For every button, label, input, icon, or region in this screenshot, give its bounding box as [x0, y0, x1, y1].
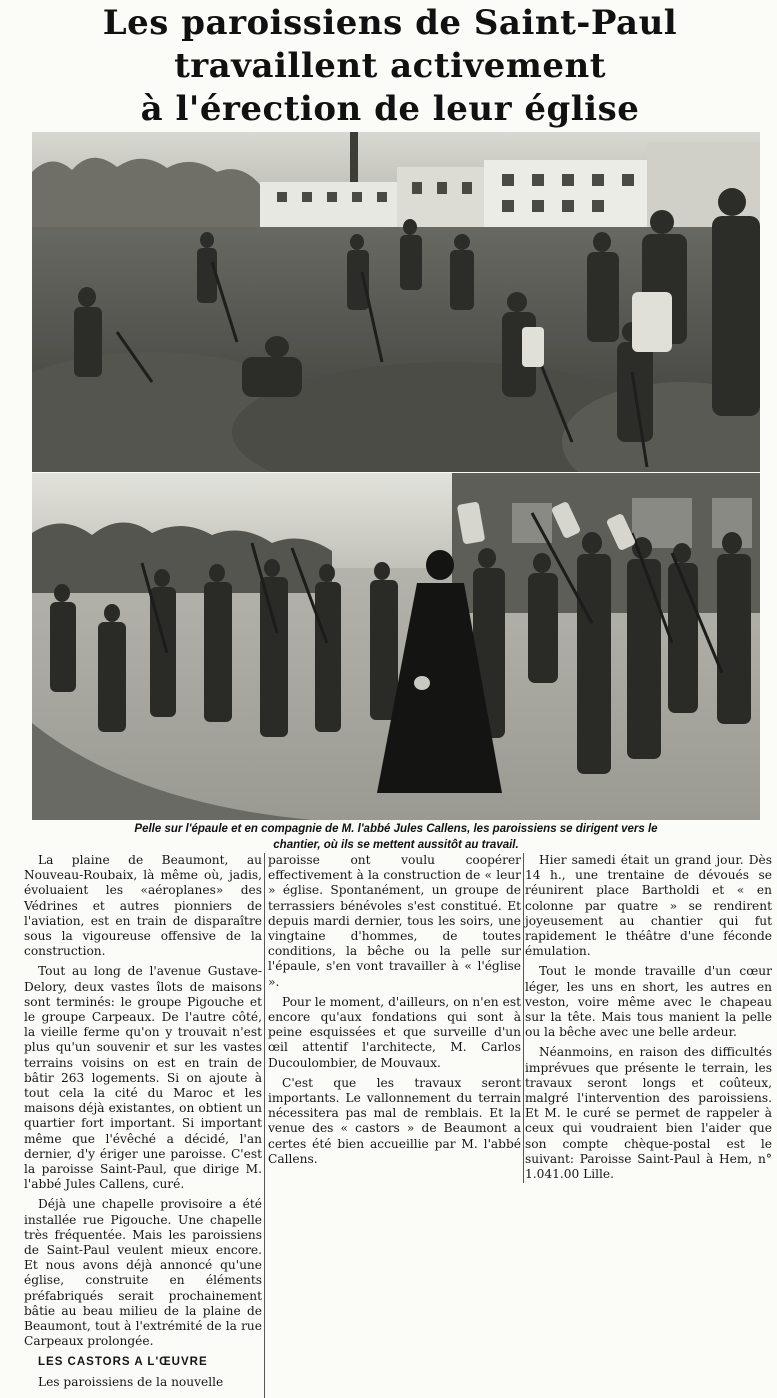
col2-paragraph-3: C'est que les travaux seront importants. Le vallonnement du terrain nécessitera pas mal de remblais. Et la venue des « castors » de Beaumont a certes été bien accueillie par M. l'abbé Callens.	[268, 1075, 521, 1166]
column-rule-1	[264, 853, 265, 1398]
photo-workers-digging-image	[32, 132, 760, 472]
caption-line-1: Pelle sur l'épaule et en compagnie de M. l'abbé Jules Callens, les paroissiens se dirigent vers le	[134, 823, 658, 835]
article-column-3	[525, 853, 772, 1183]
photo-caption	[40, 821, 752, 853]
caption-line-2: chantier, où ils se mettent aussitôt au travail.	[273, 839, 519, 851]
col3-paragraph-3: Néanmoins, en raison des difficultés imprévues que présente le terrain, les travaux seront longs et coûteux, malgré l'intervention des paroissiens. Et M. le curé se permet de rappeler à ceux qui voudraient bien l'aider que son compte chèque-postal est le suivant: Paroisse Saint-Paul à Hem, n° 1.041.00 Lille.	[525, 1045, 772, 1182]
photo-procession-with-shovels	[32, 473, 760, 820]
col3-paragraph-1: Hier samedi était un grand jour. Dès 14 h., une trentaine de dévoués se réunirent place Bartholdi et « en colonne par quatre » se rendirent joyeusement au chantier qui fut rapidement le théâtre d'une féconde émulation.	[525, 853, 772, 959]
column-rule-2	[523, 853, 524, 1183]
photo-workers-digging	[32, 132, 760, 472]
subheading-castors: LES CASTORS A L'ŒUVRE	[38, 1355, 208, 1368]
col1-paragraph-4: Les paroissiens de la nouvelle	[38, 1374, 224, 1389]
headline-line-3: à l'érection de leur église	[140, 89, 640, 129]
photo-procession-image	[32, 473, 760, 820]
col1-paragraph-2: Tout au long de l'avenue Gustave-Delory, deux vastes îlots de maisons sont terminés: le groupe Pigouche et le groupe Carpeaux. De l'autre côté, la vieille ferme qu'on y trouvait n'est plus qu'un souvenir et sur les vastes terrains voisins on est en train de bâtir 263 logements. Si on ajoute à tout cela la cité du Maroc et les maisons déjà existantes, on obtient un quartier fort important. Si important même que l'évêché a décidé, l'an dernier, d'y ériger une paroisse. C'est la paroisse Saint-Paul, que dirige M. l'abbé Jules Callens, curé.	[24, 964, 262, 1192]
article-column-2	[268, 853, 521, 1183]
col1-paragraph-3: Déjà une chapelle provisoire a été installée rue Pigouche. Une chapelle très fréquentée. Mais les paroissiens de Saint-Paul veulent mieux encore. Et nous avons déjà annoncé qu'une église, construite en éléments préfabriqués serait prochainement bâtie au beau milieu de la plaine de Beaumont, tout à l'extrémité de la rue Carpeaux prolongée.	[24, 1197, 262, 1349]
col2-paragraph-2: Pour le moment, d'ailleurs, on n'en est encore qu'aux fondations qui sont à peine esquissées et que surveille d'un œil attentif l'architecte, M. Carlos Ducoulombier, de Mouvaux.	[268, 994, 521, 1070]
headline	[20, 2, 760, 131]
headline-line-1: Les paroissiens de Saint-Paul	[102, 3, 678, 43]
col3-paragraph-2: Tout le monde travaille d'un cœur léger, les uns en short, les autres en veston, voire même avec le chapeau sur la tête. Mais tous manient la pelle ou la bêche avec une belle ardeur.	[525, 964, 772, 1040]
col2-paragraph-1: paroisse ont voulu coopérer effectivement à la construction de « leur » église. Spontanément, un groupe de terrassiers bénévoles s'est constitué. Et depuis mardi dernier, tous les soirs, une vingtaine d'hommes, de toutes conditions, la bêche ou la pelle sur l'épaule, s'en vont travailler à « l'église ».	[268, 853, 521, 989]
headline-line-2: travaillent activement	[174, 46, 606, 86]
article-column-1	[24, 853, 262, 1396]
col1-paragraph-1: La plaine de Beaumont, au Nouveau-Roubaix, là même où, jadis, évoluaient les «aéroplanes» des Védrines et autres pionniers de l'aviation, est en train de disparaître sous la vigoureuse offensive de la construction.	[24, 853, 262, 959]
